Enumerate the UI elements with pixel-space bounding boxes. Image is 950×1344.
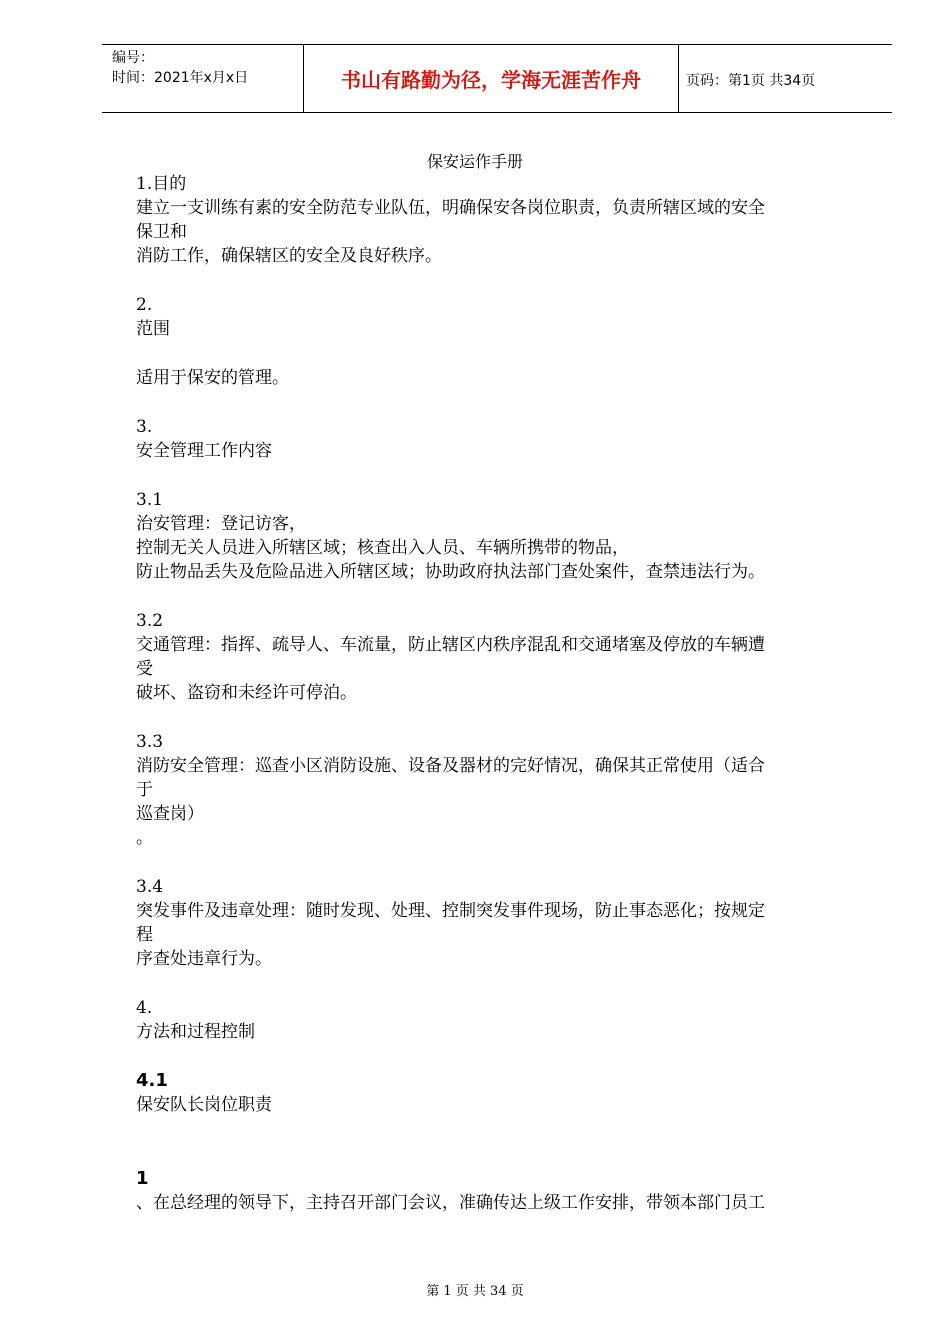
- text-line: 控制无关人员进入所辖区域；核查出入人员、车辆所携带的物品，: [136, 538, 629, 558]
- document-body: [136, 172, 856, 1215]
- blank-line: [136, 971, 856, 996]
- blank-line: [136, 1044, 856, 1069]
- text-line: 4.1: [136, 1070, 168, 1091]
- text-line: 序查处违章行为。: [136, 949, 272, 969]
- text-line: 保卫和: [136, 222, 187, 242]
- text-line: 3.3: [136, 732, 164, 752]
- header-meta: [112, 48, 248, 88]
- blank-line: [136, 1142, 856, 1167]
- text-line: 3.1: [136, 490, 164, 510]
- text-line: 、在总经理的领导下，主持召开部门会议，准确传达上级工作安排，带领本部门员工: [136, 1193, 765, 1213]
- text-line: 交通管理：指挥、疏导人、车流量，防止辖区内秩序混乱和交通堵塞及停放的车辆遭: [136, 635, 765, 655]
- blank-line: [136, 341, 856, 366]
- text-line: 3.4: [136, 877, 164, 897]
- text-line: 范围: [136, 319, 170, 339]
- document-title: 保安运作手册: [426, 152, 523, 171]
- page-header: [102, 44, 892, 114]
- text-line: 。: [136, 828, 153, 848]
- text-line: 破坏、盗窃和未经许可停泊。: [136, 683, 357, 703]
- blank-line: [136, 390, 856, 415]
- header-top-rule: [102, 44, 892, 45]
- blank-line: [136, 1117, 856, 1142]
- text-line: 建立一支训练有素的安全防范专业队伍，明确保安各岗位职责，负责所辖区域的安全: [136, 198, 765, 218]
- text-line: 安全管理工作内容: [136, 441, 272, 461]
- text-line: 适用于保安的管理。: [136, 368, 289, 388]
- text-line: 治安管理：登记访客，: [136, 514, 306, 534]
- blank-line: [136, 705, 856, 730]
- header-bottom-rule: [102, 112, 892, 113]
- text-line: 3.: [136, 417, 153, 437]
- text-line: 方法和过程控制: [136, 1022, 255, 1042]
- page-footer: 第 1 页 共 34 页: [426, 1284, 524, 1299]
- text-line: 突发事件及违章处理：随时发现、处理、控制突发事件现场，防止事态恶化；按规定: [136, 901, 765, 921]
- text-line: 防止物品丢失及危险品进入所辖区域；协助政府执法部门查处案件，查禁违法行为。: [136, 562, 765, 582]
- text-line: 受: [136, 659, 153, 679]
- header-divider-right: [678, 44, 679, 113]
- text-line: 1: [136, 1168, 149, 1189]
- text-line: 1.目的: [136, 174, 187, 194]
- text-line: 2.: [136, 295, 153, 315]
- text-line: 巡查岗）: [136, 804, 204, 824]
- header-page-info: 页码：第1页 共34页: [686, 73, 816, 89]
- text-line: 于: [136, 780, 153, 800]
- text-line: 程: [136, 925, 153, 945]
- serial-label: 编号：: [112, 50, 154, 66]
- blank-line: [136, 463, 856, 488]
- blank-line: [136, 850, 856, 875]
- header-motto: 书山有路勤为径，学海无涯苦作舟: [341, 68, 641, 92]
- text-line: 消防安全管理：巡查小区消防设施、设备及器材的完好情况，确保其正常使用（适合: [136, 756, 765, 776]
- text-line: 消防工作，确保辖区的安全及良好秩序。: [136, 246, 442, 266]
- date-label: 时间：2021年x月x日: [112, 70, 249, 86]
- text-line: 4.: [136, 998, 153, 1018]
- text-line: 3.2: [136, 611, 164, 631]
- text-line: 保安队长岗位职责: [136, 1095, 272, 1115]
- blank-line: [136, 268, 856, 293]
- blank-line: [136, 584, 856, 609]
